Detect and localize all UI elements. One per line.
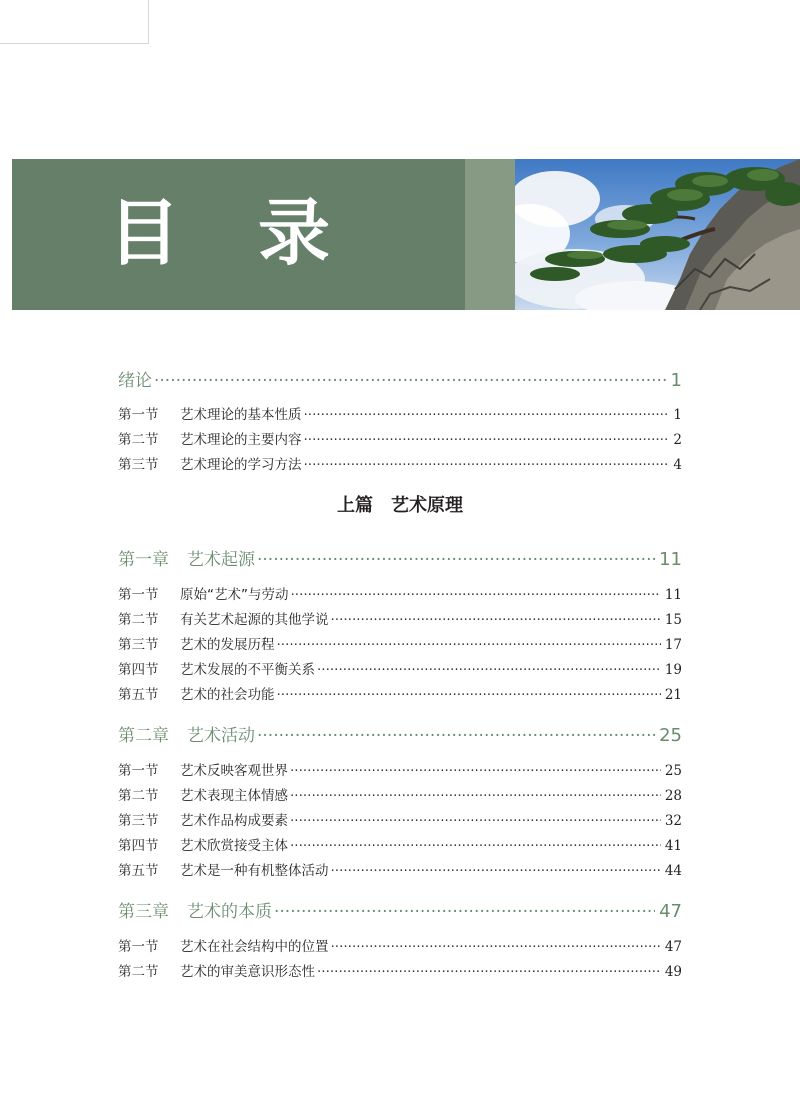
toc-section-row[interactable] <box>118 834 682 854</box>
section-page: 41 <box>664 838 682 854</box>
toc-section-row[interactable] <box>118 633 682 653</box>
dot-leader <box>317 964 661 980</box>
section-page: 17 <box>664 637 682 653</box>
chapter-page: 47 <box>659 901 682 922</box>
dot-leader <box>290 813 661 829</box>
banner-photo-pine-cliff <box>515 159 800 310</box>
contents-banner <box>12 159 800 310</box>
chapter-page: 25 <box>659 725 682 746</box>
chapter-number: 第二章 <box>118 726 169 746</box>
section-title: 艺术在社会结构中的位置 <box>180 939 329 955</box>
section-number: 第一节 <box>118 407 159 423</box>
toc-section-row[interactable] <box>118 453 682 473</box>
chapter-page: 11 <box>659 549 682 570</box>
section-number: 第三节 <box>118 637 159 653</box>
dot-leader <box>317 662 661 678</box>
part-number: 上篇 <box>337 495 373 516</box>
section-page: 15 <box>664 612 682 628</box>
section-title: 艺术理论的基本性质 <box>180 407 302 423</box>
section-number: 第五节 <box>118 863 159 879</box>
section-page: 25 <box>664 763 682 779</box>
dot-leader <box>331 939 661 955</box>
section-page: 2 <box>673 432 682 448</box>
section-title: 艺术作品构成要素 <box>180 813 288 829</box>
section-number: 第二节 <box>118 964 159 980</box>
toc-section-row[interactable] <box>118 960 682 980</box>
banner-title-panel <box>12 159 465 310</box>
dot-leader <box>257 726 655 746</box>
part-heading <box>118 491 682 517</box>
toc-chapter-heading[interactable] <box>118 545 682 570</box>
page-title-char-2: 录 <box>258 191 331 275</box>
dot-leader <box>304 457 670 473</box>
chapter-title: 艺术的本质 <box>187 902 272 922</box>
chapter-title: 艺术活动 <box>187 726 255 746</box>
section-page: 44 <box>664 863 682 879</box>
chapter-number: 第三章 <box>118 902 169 922</box>
section-number: 第一节 <box>118 587 159 603</box>
dot-leader <box>304 432 670 448</box>
section-title: 艺术理论的主要内容 <box>180 432 302 448</box>
dot-leader <box>304 407 670 423</box>
section-title: 有关艺术起源的其他学说 <box>180 612 329 628</box>
toc-section-row[interactable] <box>118 583 682 603</box>
section-number: 第二节 <box>118 612 159 628</box>
page-title-char-1: 目 <box>108 191 181 275</box>
toc-section-row[interactable] <box>118 784 682 804</box>
page-title <box>108 193 330 273</box>
section-page: 1 <box>673 407 682 423</box>
toc-section-row[interactable] <box>118 428 682 448</box>
section-page: 4 <box>673 457 682 473</box>
section-number: 第一节 <box>118 939 159 955</box>
section-title: 艺术表现主体情感 <box>180 788 288 804</box>
dot-leader <box>290 788 661 804</box>
toc-section-row[interactable] <box>118 859 682 879</box>
toc-intro-title: 绪论 <box>118 371 152 391</box>
toc-chapter-heading[interactable] <box>118 897 682 922</box>
section-page: 28 <box>664 788 682 804</box>
section-number: 第五节 <box>118 687 159 703</box>
section-number: 第二节 <box>118 788 159 804</box>
toc-intro-heading[interactable] <box>118 366 682 391</box>
dot-leader <box>291 587 661 603</box>
toc-section-row[interactable] <box>118 809 682 829</box>
section-title: 原始“艺术”与劳动 <box>180 587 289 603</box>
section-title: 艺术的发展历程 <box>180 637 275 653</box>
pine-cliff-illustration <box>515 159 800 310</box>
section-number: 第四节 <box>118 838 159 854</box>
section-title: 艺术理论的学习方法 <box>180 457 302 473</box>
section-page: 19 <box>664 662 682 678</box>
section-number: 第四节 <box>118 662 159 678</box>
toc-section-row[interactable] <box>118 608 682 628</box>
toc-section-row[interactable] <box>118 658 682 678</box>
section-title: 艺术欣赏接受主体 <box>180 838 288 854</box>
dot-leader <box>277 637 661 653</box>
section-number: 第二节 <box>118 432 159 448</box>
section-title: 艺术是一种有机整体活动 <box>180 863 329 879</box>
toc-intro-page: 1 <box>670 370 682 391</box>
toc-chapter-heading[interactable] <box>118 721 682 746</box>
section-number: 第三节 <box>118 813 159 829</box>
toc-section-row[interactable] <box>118 683 682 703</box>
section-number: 第一节 <box>118 763 159 779</box>
section-page: 47 <box>664 939 682 955</box>
section-page: 32 <box>664 813 682 829</box>
dot-leader <box>274 902 655 922</box>
dot-leader <box>290 763 661 779</box>
section-number: 第三节 <box>118 457 159 473</box>
section-page: 49 <box>664 964 682 980</box>
banner-accent-strip <box>465 159 515 310</box>
toc-section-row[interactable] <box>118 759 682 779</box>
chapter-number: 第一章 <box>118 550 169 570</box>
toc-section-row[interactable] <box>118 935 682 955</box>
page-corner-frame <box>0 0 149 44</box>
section-title: 艺术的审美意识形态性 <box>180 964 315 980</box>
section-title: 艺术的社会功能 <box>180 687 275 703</box>
section-page: 11 <box>664 587 682 603</box>
dot-leader <box>154 371 667 391</box>
section-page: 21 <box>664 687 682 703</box>
section-title: 艺术发展的不平衡关系 <box>180 662 315 678</box>
dot-leader <box>331 612 661 628</box>
dot-leader <box>277 687 661 703</box>
section-title: 艺术反映客观世界 <box>180 763 288 779</box>
part-title: 艺术原理 <box>391 495 463 516</box>
dot-leader <box>331 863 661 879</box>
dot-leader <box>257 550 655 570</box>
toc-section-row[interactable] <box>118 403 682 423</box>
chapter-title: 艺术起源 <box>187 550 255 570</box>
dot-leader <box>290 838 661 854</box>
